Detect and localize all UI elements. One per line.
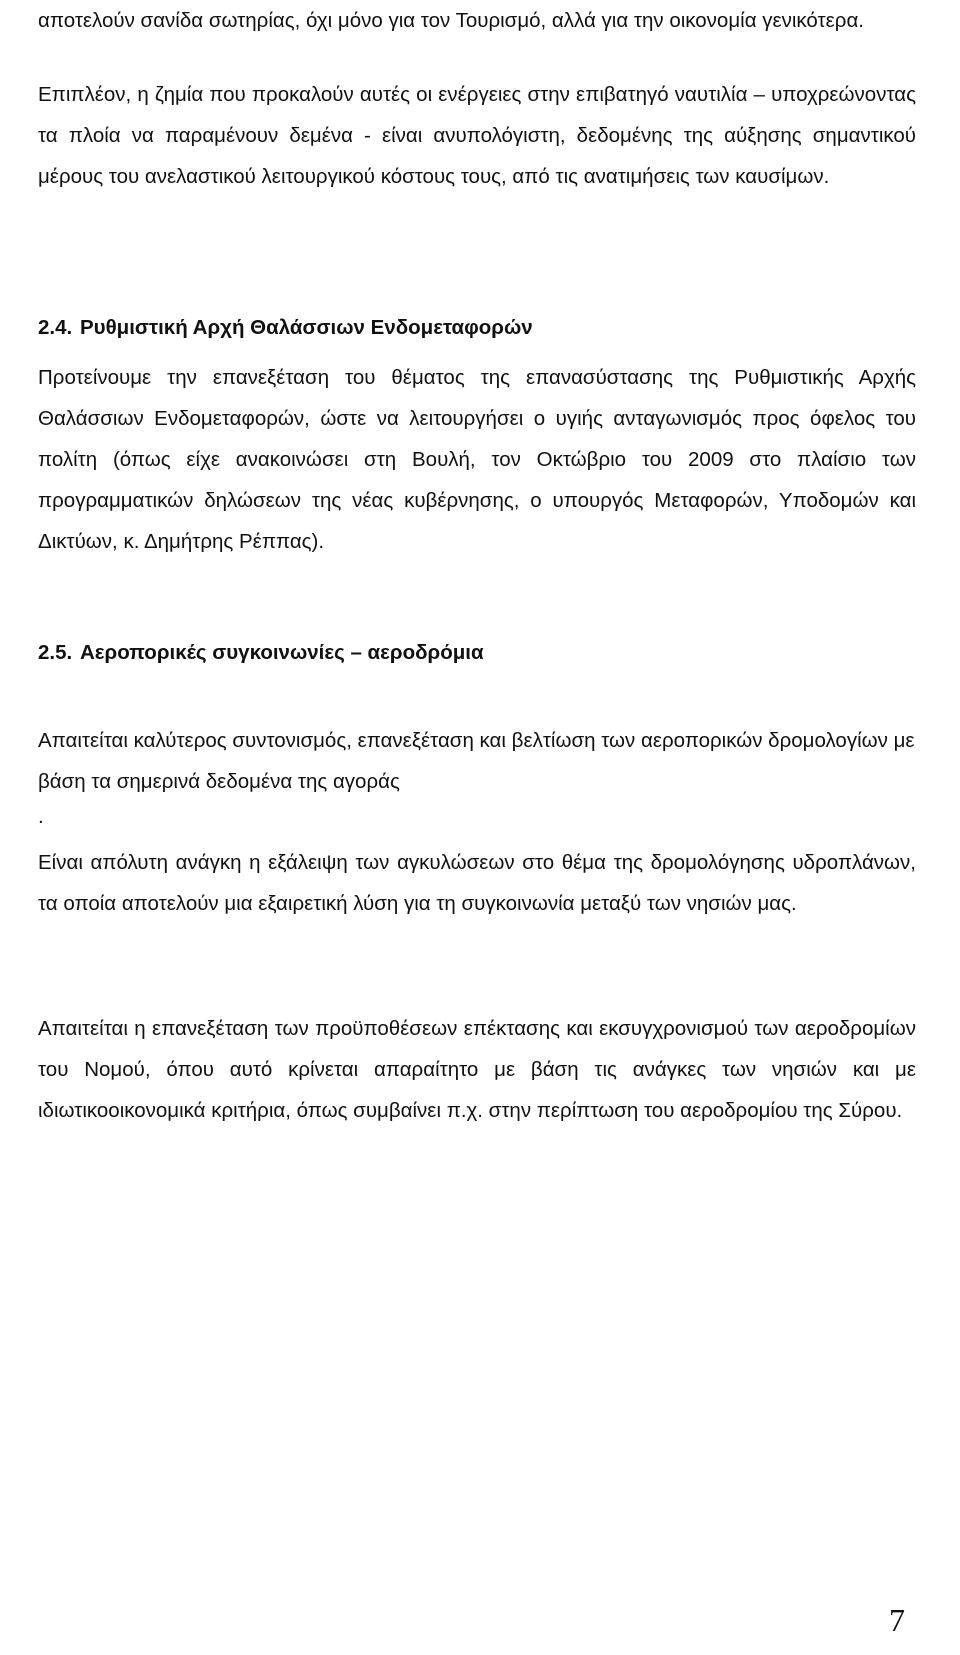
shipping-damage-paragraph: Επιπλέον, η ζημία που προκαλούν αυτές οι ενέργειες στην επιβατηγό ναυτιλία – υποχρεώνοντας τα πλοία να παραμένουν δεμένα - είναι ανυπολόγιστη, δεδομένης της αύξησης σημαντικού μέρους του ανελαστικού λειτουργικού κόστους τους, από τις ανατιμήσεις των καυσίμων. bbox=[38, 83, 916, 188]
section-2-4-body: Προτείνουμε την επανεξέταση του θέματος της επανασύστασης της Ρυθμιστικής Αρχής Θαλάσσιων Ενδομεταφορών, ώστε να λειτουργήσει ο υγιής ανταγωνισμός προς όφελος του πολίτη (όπως είχε ανακοινώσει στη Βουλή, τον Οκτώβριο του 2009 στο πλαίσιο των προγραμματικών δηλώσεων της νέας κυβέρνησης, ο υπουργός Μεταφορών, Υποδομών και Δικτύων, κ. Δημήτρης Ρέππας). bbox=[38, 366, 916, 553]
section-2-5-number: 2.5. bbox=[38, 641, 73, 664]
section-2-4-number: 2.4. bbox=[38, 316, 73, 339]
intro-tail-paragraph: αποτελούν σανίδα σωτηρίας, όχι μόνο για τον Τουρισμό, αλλά για την οικονομία γενικότερα. bbox=[38, 9, 864, 32]
section-2-5-body-3: Απαιτείται η επανεξέταση των προϋποθέσεων επέκτασης και εκσυγχρονισμού των αεροδρομίων του Νομού, όπου αυτό κρίνεται απαραίτητο με βάση τις ανάγκες των νησιών και με ιδιωτικοοικονομικά κριτήρια, όπως συμβαίνει π.χ. στην περίπτωση του αεροδρομίου της Σύρου. bbox=[38, 1017, 916, 1122]
section-2-5-heading bbox=[38, 632, 916, 673]
section-2-5-title: Αεροπορικές συγκοινωνίες – αεροδρόμια bbox=[80, 641, 484, 664]
section-2-5-body-1: Απαιτείται καλύτερος συντονισμός, επανεξέταση και βελτίωση των αεροπορικών δρομολογίων με βάση τα σημερινά δεδομένα της αγοράς bbox=[38, 729, 915, 793]
section-2-5-body-2: Είναι απόλυτη ανάγκη η εξάλειψη των αγκυλώσεων στο θέμα της δρομολόγησης υδροπλάνων, τα οποία αποτελούν μια εξαιρετική λύση για τη συγκοινωνία μεταξύ των νησιών μας. bbox=[38, 851, 916, 915]
section-2-5-dot: . bbox=[38, 805, 44, 828]
page-number: 7 bbox=[889, 1602, 905, 1638]
section-2-4-title: Ρυθμιστική Αρχή Θαλάσσιων Ενδομεταφορών bbox=[80, 316, 533, 339]
section-2-4-heading bbox=[38, 307, 916, 348]
